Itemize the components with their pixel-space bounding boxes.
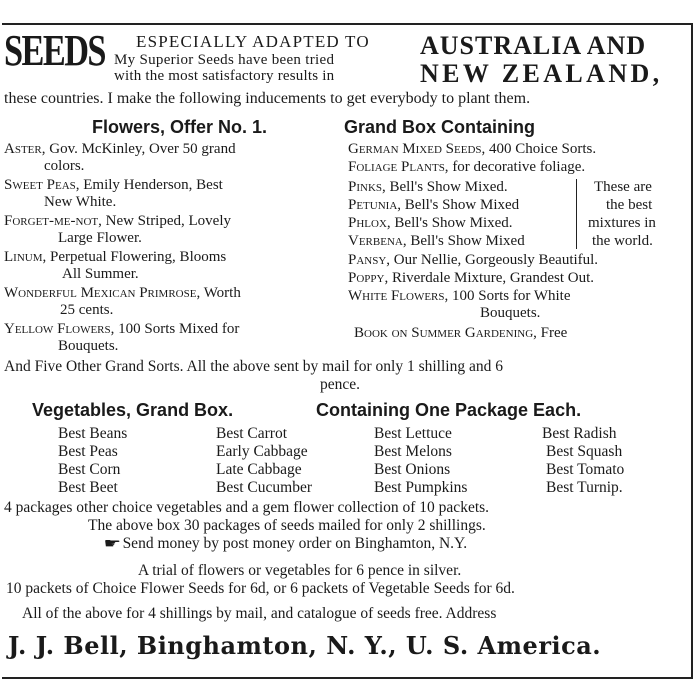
vegetables-extra: 4 packages other choice vegetables and a gem flower collection of 10 packets. [4, 499, 490, 516]
top-rule [2, 23, 692, 25]
new-zealand-heading: NEW ZEALAND, [420, 59, 663, 88]
vegetable-item: Best Turnip. [546, 479, 623, 496]
vegetables-price: The above box 30 packages of seeds mailed for only 2 shillings. [88, 517, 486, 534]
vegetable-item: Best Beet [58, 479, 118, 496]
flower-item-cont: 25 cents. [60, 302, 114, 318]
mix-note-line: the world. [592, 233, 653, 249]
vegetable-item: Late Cabbage [216, 461, 302, 478]
mix-item: Pinks, Bell's Show Mixed. [348, 179, 508, 195]
flower-item: Linum, Perpetual Flowering, Blooms [4, 249, 227, 265]
flower-item: Yellow Flowers, 100 Sorts Mixed for [4, 321, 240, 337]
advertiser-signature: J. J. Bell, Binghamton, N. Y., U. S. America. [8, 631, 602, 660]
mix-item: Petunia, Bell's Show Mixed [348, 197, 520, 213]
flower-item: German Mixed Seeds, 400 Choice Sorts. [348, 141, 597, 157]
flower-item: Forget-me-not, New Striped, Lovely [4, 213, 231, 229]
flower-item: Sweet Peas, Emily Henderson, Best [4, 177, 223, 193]
flower-item: Book on Summer Gardening, Free [354, 325, 568, 341]
flower-item: White Flowers, 100 Sorts for White [348, 288, 571, 304]
mix-note-line: mixtures in [588, 215, 656, 231]
flower-item-cont: Bouquets. [480, 305, 541, 321]
flower-item: Pansy, Our Nellie, Gorgeously Beautiful. [348, 252, 599, 268]
header-line-3: with the most satisfactory results in [114, 68, 335, 84]
vegetable-item: Best Melons [374, 443, 452, 460]
vegetable-item: Best Carrot [216, 425, 288, 442]
vegetable-item: Early Cabbage [216, 443, 308, 460]
mix-bracket [576, 179, 577, 249]
mix-item: Phlox, Bell's Show Mixed. [348, 215, 513, 231]
flower-item-cont: Bouquets. [58, 338, 119, 354]
flower-item: Poppy, Riverdale Mixture, Grandest Out. [348, 270, 594, 286]
flower-item-cont: All Summer. [62, 266, 139, 282]
vegetable-item: Best Peas [58, 443, 118, 460]
vegetable-item: Best Radish [542, 425, 617, 442]
money-order-line [103, 535, 468, 552]
flower-item: Foliage Plants, for decorative foliage. [348, 159, 586, 175]
pointing-hand-icon: ☛ [103, 537, 122, 552]
seeds-title: SEEDS [4, 26, 105, 75]
australia-heading: AUSTRALIA AND [420, 31, 647, 60]
seed-advertisement [2, 23, 694, 679]
vegetable-item: Best Lettuce [374, 425, 452, 442]
flowers-heading: Flowers, Offer No. 1. [92, 117, 268, 137]
vegetable-item: Best Corn [58, 461, 121, 478]
vegetable-item: Best Squash [546, 443, 623, 460]
vegetable-item: Best Cucumber [216, 479, 312, 496]
flower-item: Wonderful Mexican Primrose, Worth [4, 285, 241, 301]
money-order-text: Send money by post money order on Binghamton, N.Y. [122, 535, 468, 552]
flower-item-cont: Large Flower. [58, 230, 142, 246]
flower-item-cont: New White. [44, 194, 117, 210]
flower-item: Aster, Gov. McKinley, Over 50 grand [4, 141, 236, 157]
vegetable-item: Best Tomato [546, 461, 625, 478]
right-rule [691, 23, 693, 679]
flowers-summary: And Five Other Grand Sorts. All the above sent by mail for only 1 shilling and 6 [4, 358, 503, 375]
bottom-rule [2, 677, 692, 679]
vegetable-item: Best Onions [374, 461, 451, 478]
header-line-4: these countries. I make the following inducements to get everybody to plant them. [4, 90, 531, 107]
flower-item-cont: colors. [44, 158, 85, 174]
mix-note-line: the best [606, 197, 653, 213]
header-line-1: ESPECIALLY ADAPTED TO [136, 32, 370, 51]
trial-line-2: 10 packets of Choice Flower Seeds for 6d, or 6 packets of Vegetable Seeds for 6d. [6, 580, 515, 597]
grand-box-heading: Grand Box Containing [344, 117, 535, 137]
trial-line-1: A trial of flowers or vegetables for 6 pence in silver. [138, 562, 462, 579]
flowers-summary-cont: pence. [320, 376, 361, 393]
vegetable-item: Best Beans [58, 425, 128, 442]
header-line-2: My Superior Seeds have been tried [114, 52, 335, 68]
vegetable-item: Best Pumpkins [374, 479, 468, 496]
mix-item: Verbena, Bell's Show Mixed [348, 233, 525, 249]
mix-note-line: These are [594, 179, 652, 195]
vegetables-heading-2: Containing One Package Each. [316, 400, 582, 420]
trial-line-3: All of the above for 4 shillings by mail, and catalogue of seeds free. Address [22, 605, 497, 622]
vegetables-heading: Vegetables, Grand Box. [32, 400, 234, 420]
